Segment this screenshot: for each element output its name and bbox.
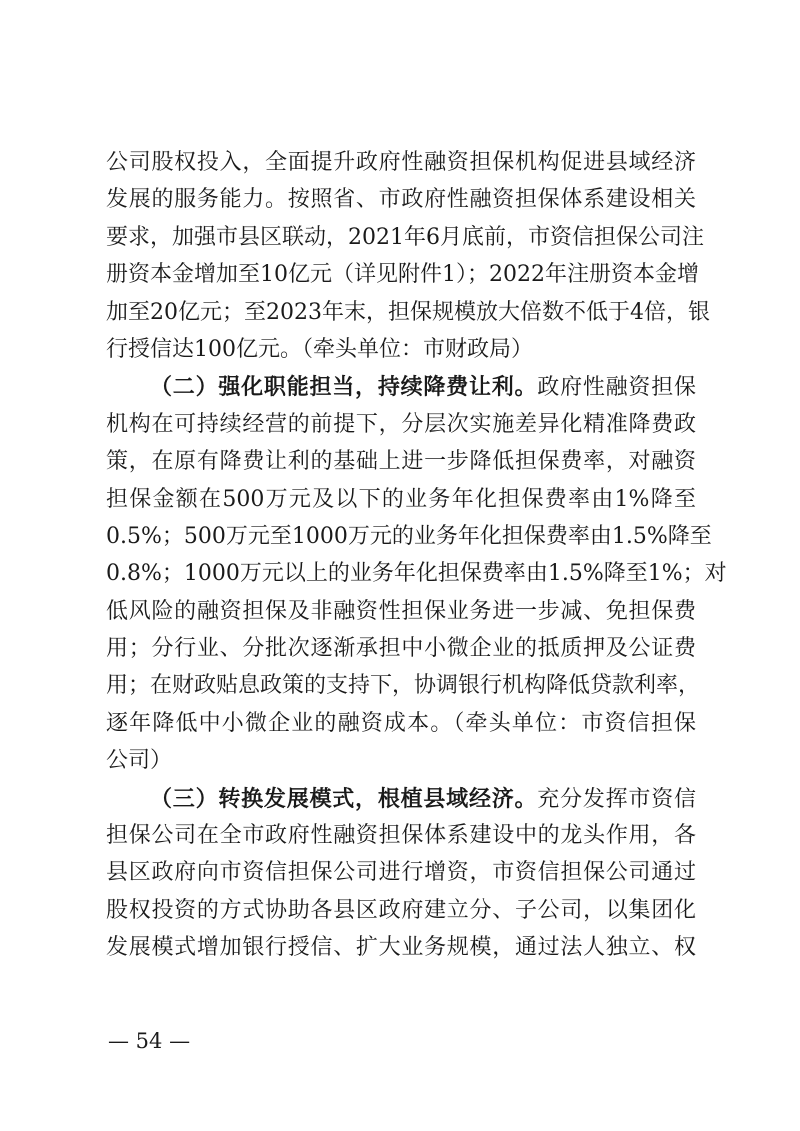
text-line: 公司） <box>106 748 173 774</box>
section-heading: （三）转换发展模式，根植县域经济。 <box>150 785 538 812</box>
text-line: 0.5%；500万元至1000万元的业务年化担保费率由1.5%降至 <box>106 523 712 549</box>
text-run: 充分发挥市资信 <box>537 786 696 812</box>
body-text <box>106 148 727 971</box>
text-line: 机构在可持续经营的前提下，分层次实施差异化精准降费政 <box>106 411 696 437</box>
page-number: — 54 — <box>108 1029 191 1053</box>
text-run: 政府性融资担保 <box>537 375 696 401</box>
text-line: 公司股权投入，全面提升政府性融资担保机构促进县域经济 <box>106 150 696 175</box>
text-line: 要求，加强市县区联动，2021年6月底前，市资信担保公司注 <box>106 224 704 250</box>
text-line: 担保公司在全市政府性融资担保体系建设中的龙头作用，各 <box>106 823 696 849</box>
text-line: 逐年降低中小微企业的融资成本。（牵头单位：市资信担保 <box>106 710 696 736</box>
text-line: 用；分行业、分批次逐渐承担中小微企业的抵质押及公证费 <box>106 636 696 662</box>
text-line: 发展模式增加银行授信、扩大业务规模，通过法人独立、权 <box>106 935 696 961</box>
text-line: 股权投资的方式协助各县区政府建立分、子公司，以集团化 <box>106 897 696 923</box>
text-line: 策，在原有降费让利的基础上进一步降低担保费率，对融资 <box>106 449 696 475</box>
text-line: 0.8%；1000万元以上的业务年化担保费率由1.5%降至1%；对 <box>106 561 727 587</box>
text-line: 用；在财政贴息政策的支持下，协调银行机构降低贷款利率， <box>106 673 701 699</box>
text-line: 低风险的融资担保及非融资性担保业务进一步减、免担保费 <box>106 598 696 624</box>
text-line: 发展的服务能力。按照省、市政府性融资担保体系建设相关 <box>106 187 696 213</box>
text-line: 担保金额在500万元及以下的业务年化担保费率由1%降至 <box>106 486 696 512</box>
section-heading-line <box>106 372 696 409</box>
text-line: 加至20亿元；至2023年末，担保规模放大倍数不低于4倍，银 <box>106 299 710 325</box>
text-line: 行授信达100亿元。（牵头单位：市财政局） <box>106 336 533 362</box>
text-line: 县区政府向市资信担保公司进行增资，市资信担保公司通过 <box>106 860 696 886</box>
section-heading: （二）强化职能担当，持续降费让利。 <box>150 374 538 401</box>
section-heading-line <box>106 784 696 821</box>
text-line: 册资本金增加至10亿元（详见附件1）；2022年注册资本金增 <box>106 262 699 288</box>
